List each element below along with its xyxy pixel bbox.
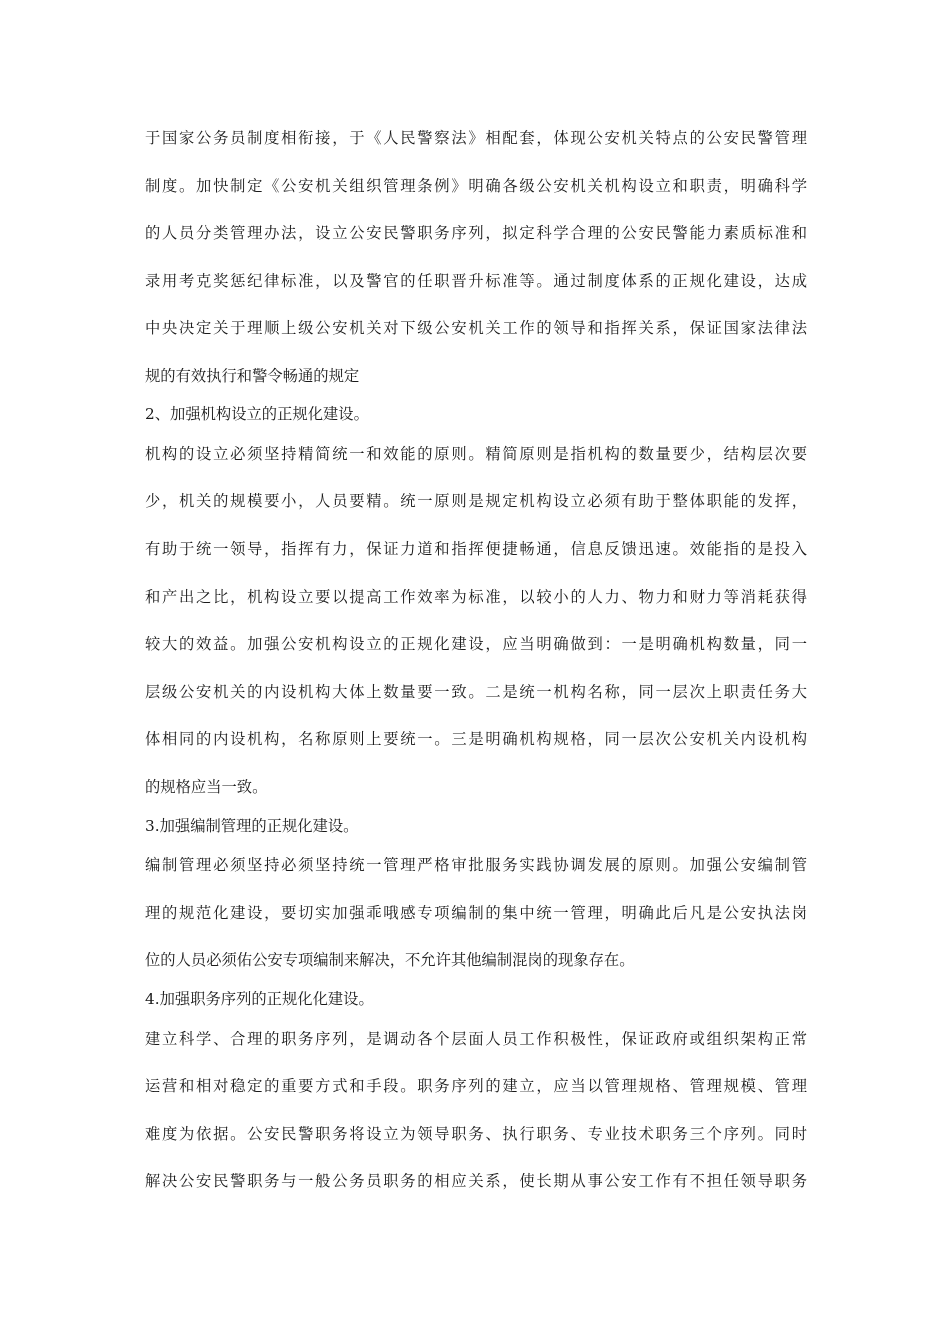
text-line: 少，机关的规模要小，人员要精。统一原则是规定机构设立必须有助于整体职能的发挥， [145, 492, 807, 510]
section-heading: 4.加强职务序列的正规化化建设。 [145, 990, 374, 1008]
text-line: 解决公安民警职务与一般公务员职务的相应关系，使长期从事公安工作有不担任领导职务 [145, 1172, 807, 1190]
section-heading: 2、加强机构设立的正规化建设。 [145, 405, 369, 423]
text-line: 和产出之比，机构设立要以提高工作效率为标准，以较小的人力、物力和财力等消耗获得 [145, 588, 807, 606]
text-line: 较大的效益。加强公安机构设立的正规化建设，应当明确做到：一是明确机构数量，同一 [145, 635, 807, 653]
text-line: 的规格应当一致。 [145, 778, 268, 796]
text-line: 建立科学、合理的职务序列，是调动各个层面人员工作积极性，保证政府或组织架构正常 [145, 1030, 807, 1048]
text-line: 录用考克奖惩纪律标准，以及警官的任职晋升标准等。通过制度体系的正规化建设，达成 [145, 272, 807, 290]
section-heading: 3.加强编制管理的正规化建设。 [145, 817, 359, 835]
text-line: 的人员分类管理办法，设立公安民警职务序列，拟定科学合理的公安民警能力素质标准和 [145, 224, 807, 242]
document-page [145, 0, 807, 1344]
text-line: 有助于统一领导，指挥有力，保证力道和指挥便捷畅通，信息反馈迅速。效能指的是投入 [145, 540, 807, 558]
text-line: 于国家公务员制度相衔接，于《人民警察法》相配套，体现公安机关特点的公安民警管理 [145, 129, 807, 147]
text-line: 运营和相对稳定的重要方式和手段。职务序列的建立，应当以管理规格、管理规模、管理 [145, 1077, 807, 1095]
text-line: 理的规范化建设，要切实加强乖哦感专项编制的集中统一管理，明确此后凡是公安执法岗 [145, 904, 807, 922]
text-line: 机构的设立必须坚持精简统一和效能的原则。精简原则是指机构的数量要少，结构层次要 [145, 445, 807, 463]
text-line: 制度。加快制定《公安机关组织管理条例》明确各级公安机关机构设立和职责，明确科学 [145, 177, 807, 195]
text-line: 规的有效执行和警令畅通的规定 [145, 367, 360, 385]
text-line: 位的人员必须佑公安专项编制来解决，不允许其他编制混岗的现象存在。 [145, 951, 635, 969]
text-line: 编制管理必须坚持必须坚持统一管理严格审批服务实践协调发展的原则。加强公安编制管 [145, 856, 807, 874]
text-line: 难度为依据。公安民警职务将设立为领导职务、执行职务、专业技术职务三个序列。同时 [145, 1125, 807, 1143]
text-line: 体相同的内设机构，名称原则上要统一。三是明确机构规格，同一层次公安机关内设机构 [145, 730, 807, 748]
text-line: 层级公安机关的内设机构大体上数量要一致。二是统一机构名称，同一层次上职责任务大 [145, 683, 807, 701]
text-line: 中央决定关于理顺上级公安机关对下级公安机关工作的领导和指挥关系，保证国家法律法 [145, 319, 807, 337]
